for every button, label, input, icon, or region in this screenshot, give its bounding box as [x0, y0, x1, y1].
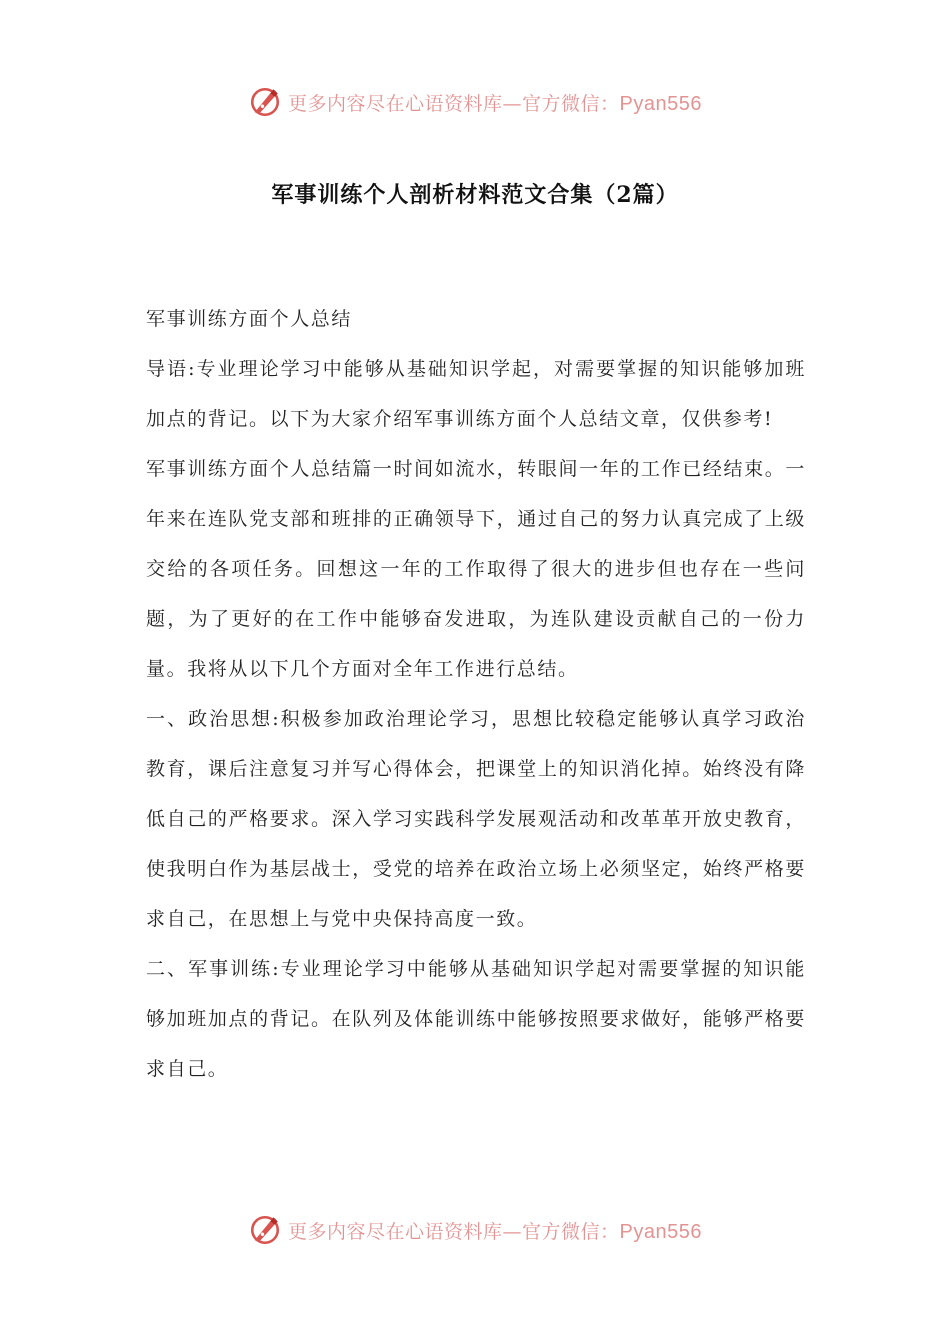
- paragraph-section-heading: 军事训练方面个人总结: [146, 308, 353, 330]
- watermark-text: 更多内容尽在心语资料库—官方微信：Pyan556: [288, 1220, 702, 1243]
- watermark-wechat-id: Pyan556: [619, 92, 702, 115]
- footer-watermark: [0, 1210, 950, 1250]
- paragraph-political-thought: 一、政治思想:积极参加政治理论学习，思想比较稳定能够认真学习政治教育，课后注意复习并写心得体会，把课堂上的知识消化掉。始终没有降低自己的严格要求。深入学习实践科学发展观活动和改革革开放史教育，使我明白作为基层战士，受党的培养在政治立场上必须坚定，始终严格要求自己，在思想上与党中央保持高度一致。: [146, 708, 806, 930]
- document-body: [146, 294, 806, 1094]
- watermark-text: 更多内容尽在心语资料库—官方微信：Pyan556: [288, 92, 702, 115]
- paragraph-intro: 导语:专业理论学习中能够从基础知识学起，对需要掌握的知识能够加班加点的背记。以下为大家介绍军事训练方面个人总结文章，仅供参考!: [146, 358, 806, 430]
- pen-nib-logo-icon: [248, 85, 282, 119]
- header-watermark: [0, 82, 950, 122]
- paragraph-part-one: 军事训练方面个人总结篇一时间如流水，转眼间一年的工作已经结束。一年来在连队党支部和班排的正确领导下，通过自己的努力认真完成了上级交给的各项任务。回想这一年的工作取得了很大的进步但也存在一些问题，为了更好的在工作中能够奋发进取，为连队建设贡献自己的一份力量。我将从以下几个方面对全年工作进行总结。: [146, 458, 806, 680]
- watermark-wechat-id: Pyan556: [619, 1220, 702, 1243]
- document-title: 军事训练个人剖析材料范文合集（2篇）: [271, 182, 679, 208]
- pen-nib-logo-icon: [248, 1213, 282, 1247]
- paragraph-military-training: 二、军事训练:专业理论学习中能够从基础知识学起对需要掌握的知识能够加班加点的背记。在队列及体能训练中能够按照要求做好，能够严格要求自己。: [146, 958, 806, 1080]
